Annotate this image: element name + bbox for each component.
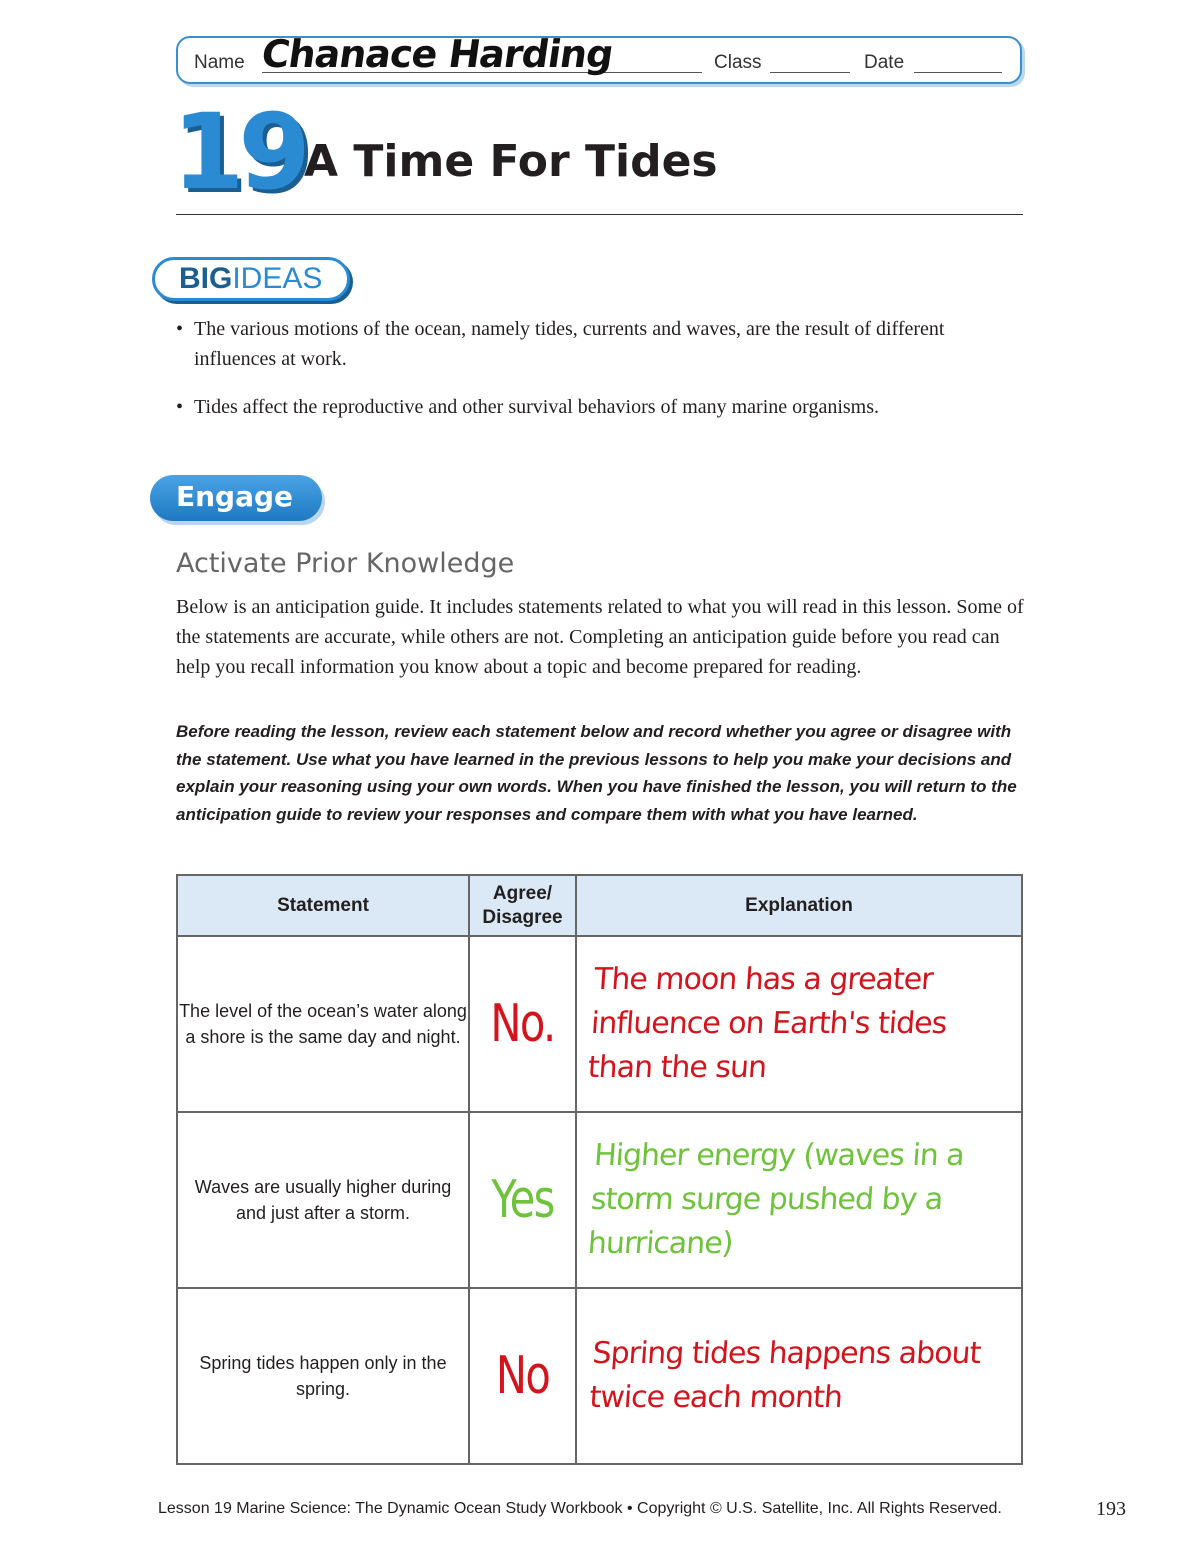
explanation-cell[interactable] (576, 936, 1022, 1112)
engage-badge: Engage (150, 475, 322, 521)
big-ideas-label-light: IDEAS (232, 262, 323, 295)
bullet-icon: • (176, 318, 184, 340)
answer-text: No (495, 1346, 550, 1406)
statement-header: Statement (177, 875, 469, 936)
agree-header-line1: Agree/ (492, 882, 553, 904)
agree-header (469, 875, 576, 936)
lesson-number: 19 (172, 91, 305, 213)
explanation-header: Explanation (576, 875, 1022, 936)
explanation-cell[interactable] (576, 1112, 1022, 1288)
big-idea-text: Tides affect the reproductive and other survival behaviors of many marine organisms. (194, 396, 880, 418)
name-label: Name (194, 52, 245, 73)
date-field[interactable] (914, 72, 1002, 73)
answer-text: No. (490, 994, 555, 1054)
bullet-icon: • (176, 396, 184, 418)
statement-cell: The level of the ocean’s water along a shore is the same day and night. (177, 936, 469, 1112)
table-row (177, 1288, 1022, 1464)
list-item (176, 392, 1016, 422)
name-field[interactable]: Chanace Harding (258, 32, 616, 76)
class-field[interactable] (770, 72, 850, 73)
table-row (177, 1112, 1022, 1288)
statement-cell: Waves are usually higher during and just after a storm. (177, 1112, 469, 1288)
list-item (176, 314, 1016, 374)
big-idea-text: The various motions of the ocean, namely tides, currents and waves, are the result of different influences at work. (194, 318, 945, 370)
class-label: Class (714, 52, 762, 73)
student-info-bar (176, 32, 1022, 84)
answer-cell[interactable] (469, 1288, 576, 1464)
footer-copyright: Lesson 19 Marine Science: The Dynamic Ocean Study Workbook • Copyright © U.S. Satellite, Inc. All Rights Reserved. (158, 1500, 1002, 1517)
statement-cell: Spring tides happen only in the spring. (177, 1288, 469, 1464)
table-header-row (177, 875, 1022, 936)
big-ideas-badge (152, 257, 350, 301)
answer-cell[interactable] (469, 1112, 576, 1288)
explanation-cell[interactable] (576, 1288, 1022, 1464)
page-number: 193 (1096, 1498, 1126, 1520)
anticipation-guide-table (176, 874, 1023, 1465)
title-divider (176, 214, 1023, 215)
explanation-text: Higher energy (waves in a storm surge pushed by a hurricane) (586, 1138, 965, 1261)
explanation-text: The moon has a greater influence on Earth's tides than the sun (586, 962, 948, 1085)
intro-paragraph: Below is an anticipation guide. It includes statements related to what you will read in this lesson. Some of the statements are accurate, while others are not. Completing an anticipation guide before you read can help you recall information you know about a topic and become prepared for reading. (176, 596, 1024, 678)
answer-cell[interactable] (469, 936, 576, 1112)
explanation-text: Spring tides happens about twice each month (588, 1336, 982, 1415)
section-heading: Activate Prior Knowledge (176, 548, 515, 579)
big-ideas-label-bold: BIG (179, 262, 233, 295)
table-row (177, 936, 1022, 1112)
agree-header-line2: Disagree (482, 906, 563, 928)
answer-text: Yes (491, 1170, 554, 1230)
big-ideas-list (176, 314, 1016, 440)
page-title: A Time For Tides (304, 136, 718, 187)
date-label: Date (864, 52, 905, 73)
instructions-paragraph: Before reading the lesson, review each statement below and record whether you agree or disagree with the statement. Use what you have learned in the previous lessons to help you make your decisions and explain your reasoning using your own words. When you have finished the lesson, you will return to the anticipation guide to review your responses and compare them with what you have learned. (176, 722, 1017, 824)
